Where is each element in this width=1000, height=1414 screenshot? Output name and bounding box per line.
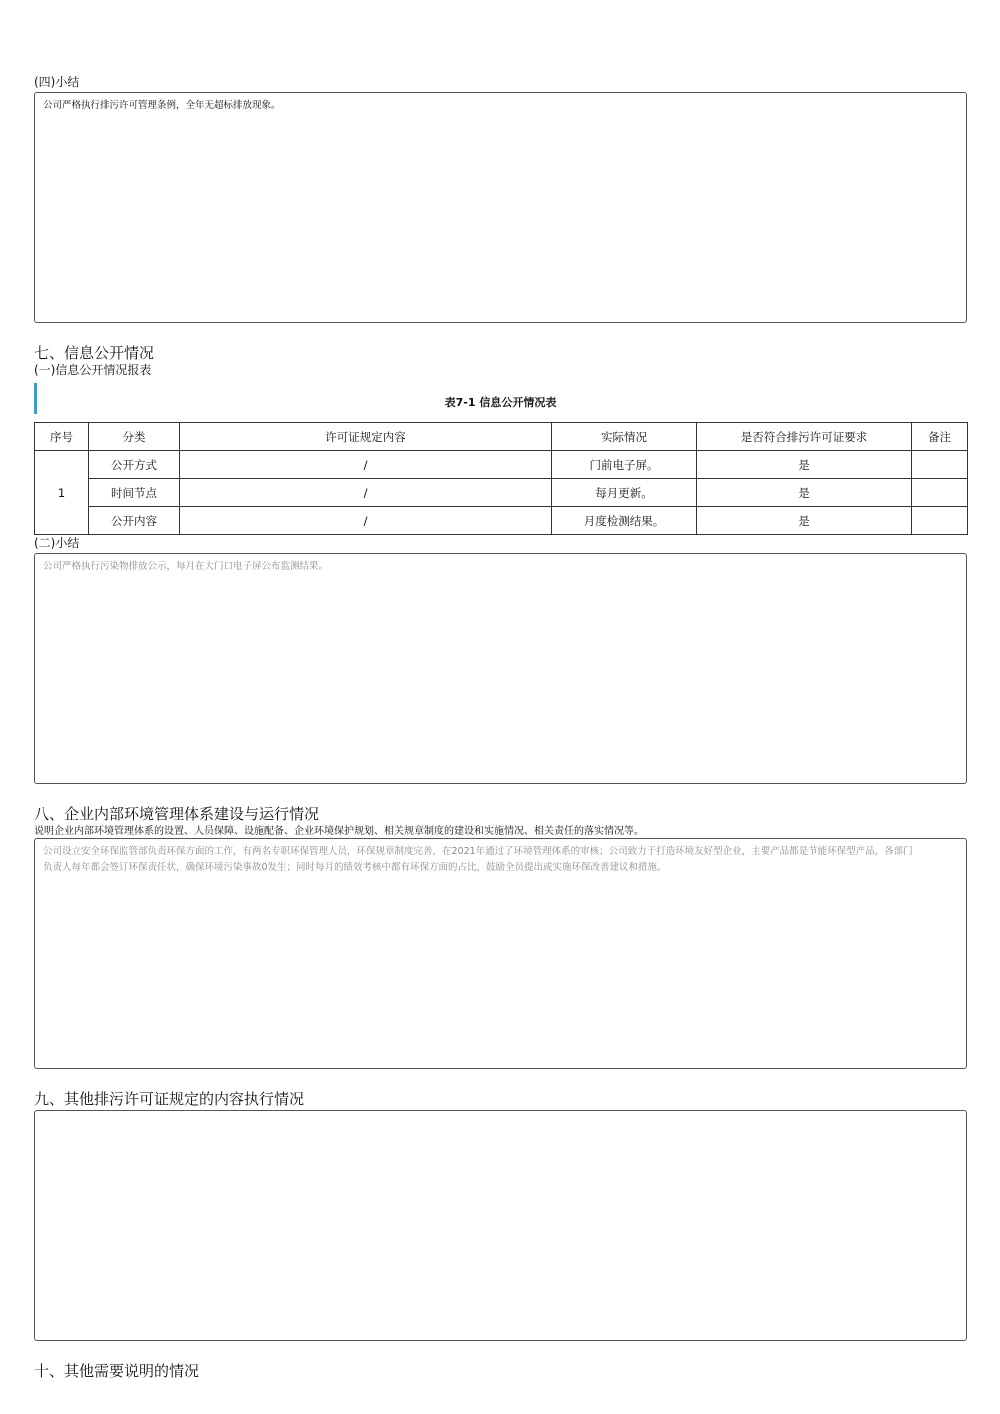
- cell-seq: 1: [35, 451, 89, 535]
- cell-rule: /: [180, 479, 552, 507]
- sec8-text-line: 公司设立安全环保监管部负责环保方面的工作，有两名专职环保管理人员，环保规章制度完善，在2021年通过了环境管理体系的审核；公司致力于打造环境友好型企业，主要产品都是节能环保型产品，各部门: [43, 846, 913, 857]
- sub4-summary-label: (四)小结: [34, 75, 80, 89]
- cell-compliant: 是: [697, 451, 912, 479]
- cell-remark: [912, 507, 968, 535]
- sub4-summary-text: 公司严格执行排污许可管理条例，全年无超标排放现象。: [43, 100, 281, 111]
- sec7-summary-textarea[interactable]: [34, 553, 967, 784]
- sec7-sub2-label: (二)小结: [34, 536, 80, 550]
- section8-title: 八、企业内部环境管理体系建设与运行情况: [34, 805, 320, 823]
- table-header-row: [35, 423, 968, 451]
- section9-title: 九、其他排污许可证规定的内容执行情况: [34, 1090, 305, 1108]
- sec7-summary-text: 公司严格执行污染物排放公示，每月在大门口电子屏公布监测结果。: [43, 561, 329, 572]
- cell-remark: [912, 451, 968, 479]
- sec9-textarea[interactable]: [34, 1110, 967, 1341]
- header-compliant: 是否符合排污许可证要求: [697, 423, 912, 451]
- table-row: [35, 479, 968, 507]
- table-caption: 表7-1 信息公开情况表: [444, 396, 557, 409]
- section8-note: 说明企业内部环境管理体系的设置、人员保障、设施配备、企业环境保护规划、相关规章制度的建设和实施情况、相关责任的落实情况等。: [34, 826, 644, 837]
- header-seq: 序号: [35, 423, 89, 451]
- section10-title: 十、其他需要说明的情况: [34, 1362, 200, 1380]
- cell-rule: /: [180, 507, 552, 535]
- header-rule: 许可证规定内容: [180, 423, 552, 451]
- cell-category: 时间节点: [89, 479, 180, 507]
- sec8-text: [43, 844, 958, 876]
- header-actual: 实际情况: [552, 423, 697, 451]
- cell-rule: /: [180, 451, 552, 479]
- header-remark: 备注: [912, 423, 968, 451]
- sec8-text-line: 负责人每年都会签订环保责任状，确保环境污染事故0发生；同时每月的绩效考核中都有环保方面的占比，鼓励全员提出或实施环保改善建议和措施。: [43, 862, 667, 873]
- section7-title: 七、信息公开情况: [34, 344, 155, 362]
- cell-remark: [912, 479, 968, 507]
- cell-actual: 每月更新。: [552, 479, 697, 507]
- cell-compliant: 是: [697, 479, 912, 507]
- sec8-textarea[interactable]: [34, 838, 967, 1069]
- cell-actual: 月度检测结果。: [552, 507, 697, 535]
- info-disclosure-table: [34, 422, 968, 535]
- cell-compliant: 是: [697, 507, 912, 535]
- cell-category: 公开内容: [89, 507, 180, 535]
- table-row: [35, 507, 968, 535]
- cell-category: 公开方式: [89, 451, 180, 479]
- sub4-summary-textarea[interactable]: [34, 92, 967, 323]
- sec7-sub1-label: (一)信息公开情况报表: [34, 363, 152, 377]
- table-row: [35, 451, 968, 479]
- cell-actual: 门前电子屏。: [552, 451, 697, 479]
- header-category: 分类: [89, 423, 180, 451]
